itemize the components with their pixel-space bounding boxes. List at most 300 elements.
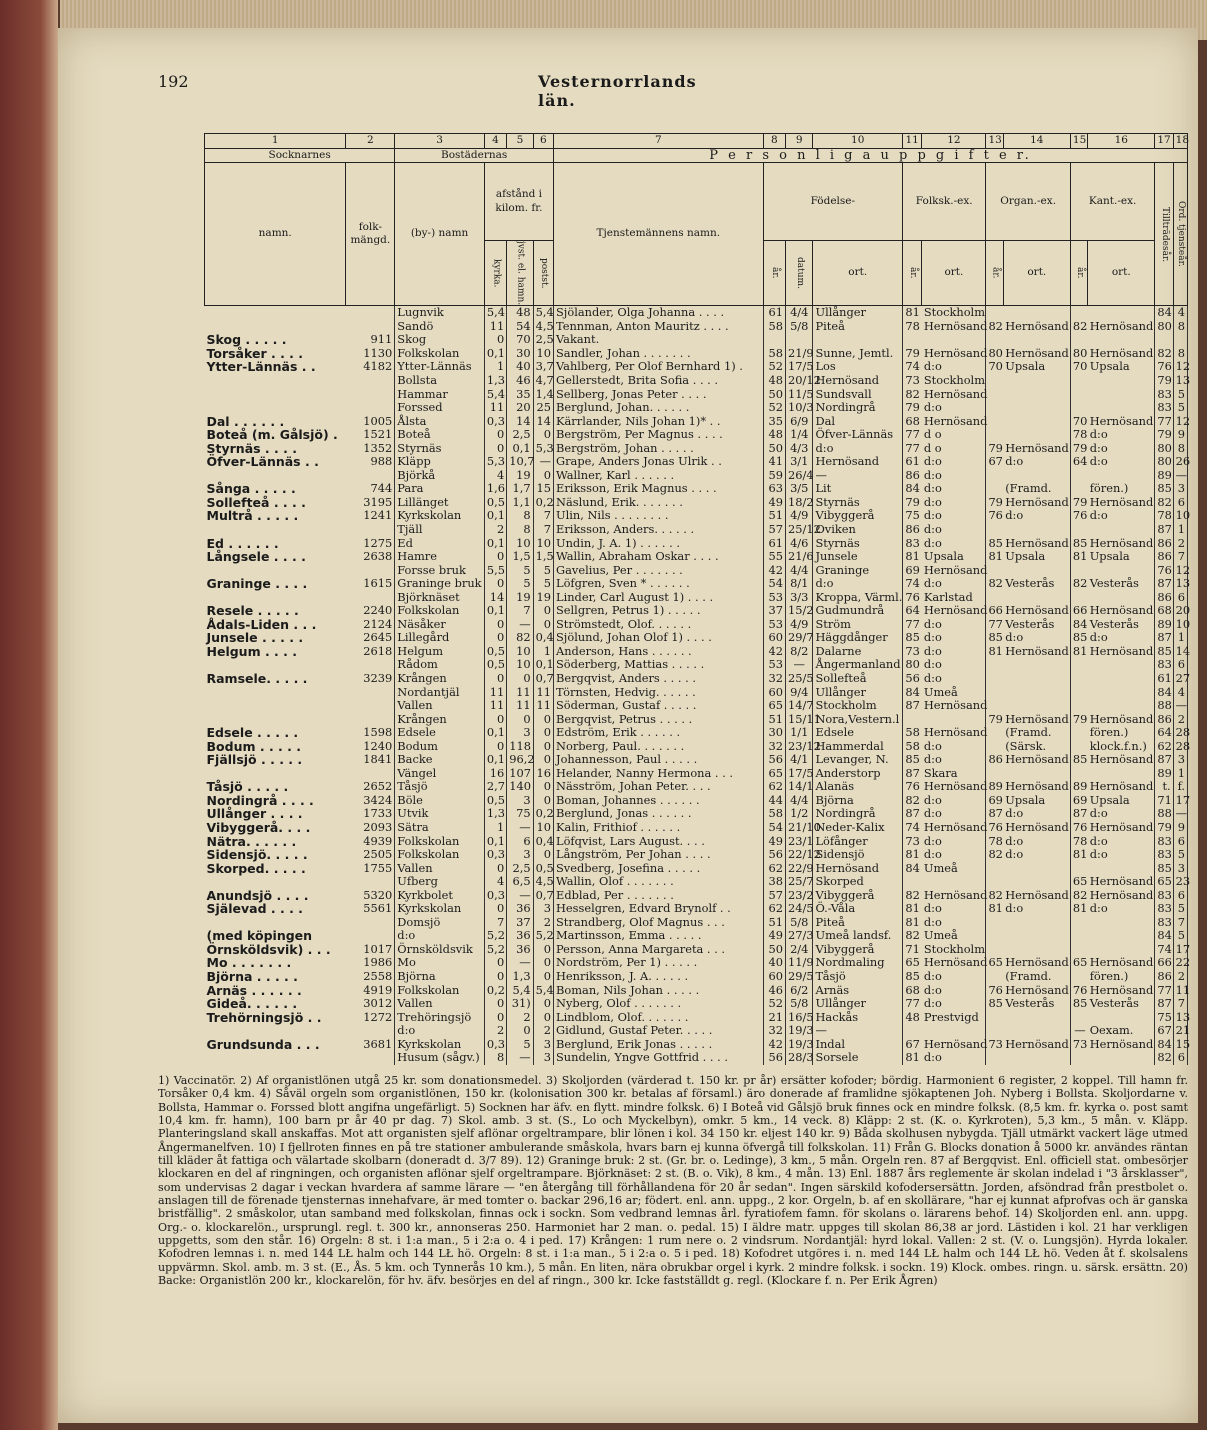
dist-church: 0,3	[484, 889, 506, 903]
birth-year: 57	[768, 887, 783, 902]
organ-place	[1003, 564, 1070, 578]
table-row	[205, 929, 1188, 943]
folksk-year: 84	[905, 860, 920, 875]
parish-name: Ullånger . . . .	[206, 806, 303, 822]
dist-church: 1,3	[484, 374, 506, 388]
dist-post: 0	[533, 780, 553, 794]
folksk-year: 79	[905, 345, 920, 360]
dwelling-name: Krången	[395, 713, 485, 727]
birth-place: Sollefteå	[813, 672, 903, 686]
dwelling-name: Folkskolan	[395, 984, 485, 998]
population	[346, 1024, 395, 1038]
dist-rail: 54	[507, 320, 533, 334]
folksk-year	[903, 333, 922, 347]
entry-year: 77	[1155, 984, 1173, 998]
dist-church: 0,2	[484, 984, 506, 998]
folksk-place: d:o	[922, 902, 986, 916]
official-name: Bergqvist, Petrus . . . . .	[554, 713, 764, 727]
dist-rail: 2,5	[507, 862, 533, 876]
entry-year: 83	[1155, 388, 1173, 402]
dist-post: 2	[533, 916, 553, 930]
organ-place	[1003, 374, 1070, 388]
dist-rail: 36	[507, 943, 533, 957]
birth-date: 17/5	[786, 767, 813, 781]
kant-place	[1088, 699, 1155, 713]
organ-place: Hernösand	[1005, 494, 1069, 509]
dist-post: 1,5	[533, 550, 553, 564]
dist-rail: 20	[507, 401, 533, 415]
birth-place: Sorsele	[813, 1051, 903, 1065]
organ-year	[986, 1024, 1003, 1038]
birth-year: 32	[768, 1023, 783, 1038]
birth-place: Löfånger	[813, 835, 903, 849]
folksk-year: 81	[905, 305, 920, 320]
birth-date: 22/12	[786, 848, 813, 862]
birth-place: Nordmaling	[813, 956, 903, 970]
kant-place: fören.)	[1088, 482, 1155, 496]
service-years: 28	[1173, 726, 1187, 740]
dist-church: 0,1	[484, 537, 506, 551]
entry-year: 79	[1155, 821, 1173, 835]
dist-rail: 31)	[507, 997, 533, 1011]
kant-place	[1088, 929, 1155, 943]
kant-place: Hernösand	[1089, 603, 1154, 618]
official-name: Berglund, Erik Jonas . . . . .	[554, 1038, 764, 1052]
folksk-place: Umeå	[922, 862, 986, 876]
dwelling-name: Husum (sågv.)	[395, 1051, 485, 1065]
official-name: Linder, Carl August 1) . . . .	[554, 591, 764, 605]
dist-church: 0	[484, 956, 506, 970]
population	[346, 1051, 395, 1065]
table-row	[205, 537, 1188, 551]
folksk-place: Stockholm	[923, 941, 986, 956]
dist-church: 0,1	[484, 604, 506, 618]
organ-place: Hernösand	[1005, 1036, 1069, 1051]
kant-year	[1070, 333, 1087, 347]
dist-post: 0	[533, 970, 553, 984]
table-row	[205, 658, 1188, 672]
folksk-year: 86	[905, 521, 920, 536]
official-name: Tennman, Anton Mauritz . . . .	[554, 320, 764, 334]
dist-post: 4,5	[533, 320, 553, 334]
dist-rail: 6,5	[507, 875, 533, 889]
birth-year: 52	[768, 400, 783, 415]
kant-place: Vesterås	[1088, 618, 1155, 632]
parish-name: Öfver-Lännäs . .	[206, 454, 319, 470]
folksk-year: 75	[905, 508, 920, 523]
organ-place: Hernösand	[1005, 535, 1069, 550]
kant-year	[1070, 374, 1087, 388]
organ-year	[986, 591, 1003, 605]
organ-ar-header: år.	[986, 241, 1003, 306]
population: 911	[346, 333, 395, 347]
organ-year	[986, 333, 1003, 347]
official-name: Näsström, Johan Peter. . . .	[554, 780, 764, 794]
column-number: 15	[1070, 134, 1087, 149]
table-row	[205, 645, 1188, 659]
kant-year: 85	[1072, 996, 1088, 1011]
birth-year: 49	[768, 833, 783, 848]
table-row	[205, 550, 1188, 564]
official-name: Boman, Nils Johan . . . . .	[554, 984, 764, 998]
folksk-place	[922, 333, 986, 347]
kant-place: d:o	[1088, 455, 1155, 469]
folksk-year: 87	[905, 806, 920, 821]
organ-year	[986, 740, 1003, 754]
birth-year: 52	[768, 996, 783, 1011]
dist-post: 3	[533, 1051, 553, 1065]
dist-rail: 5	[507, 1038, 533, 1052]
organ-year	[986, 699, 1003, 713]
entry-year: 67	[1155, 1024, 1173, 1038]
birth-year: 58	[768, 345, 783, 360]
entry-year: 86	[1155, 550, 1173, 564]
organ-place: Hernösand	[1005, 887, 1069, 902]
birth-year: 54	[768, 820, 783, 834]
dist-church: 11	[484, 686, 506, 700]
population: 1615	[346, 577, 395, 591]
kant-year: 79	[1072, 494, 1088, 509]
dist-post: 0,2	[533, 496, 553, 510]
organ-place	[1003, 672, 1070, 686]
footnote-text: 1) Vaccinatör. 2) Af organistlönen utgå 25 kr. som donationsmedel. 3) Skoljorden (värderad t. 150 kr. pr år) ersätter kofoder; bördig. Harmonient 6 register, 2 koppel. Till hamn fr. Torsåker 0,4 km. 4) Såväl orgeln som organistlönen, 150 kr. (kolonisation 300 kr. betalas af församl.) äro donerade af framlidne sjökaptenen Joh. Nyberg i Bollsta. Skoljordarne v. Bollsta, Hammar o. Forssed blott angifna ungefärligt. 5) Socknen har äfv. en flytt. mindre folksk. 6) I Boteå vid Gålsjö bruk finnes ock en mindre folksk. (8,5 km. fr. kyrka o. post samt 10,4 km. fr. hamn), 100 barn pr år 40 pr dag. 7) Skol. amb. 3 st. (S., Lo och Myckelbyn), omkr. 5 km., 14 veck. 8) Kläpp: 2 st. (K. o. Kyrkroten), 5,3 km., 5 mån. v. Kläpp. Planteringsland skall anskaffas. Mot att organisten sjelf aflönar orgeltrampare, blir lönen i kol. 34 150 kr. eljest 140 kr. 9) Båda skolhusen nybygda. Tjäll utmärkt vackert läge utmed Ångermanelfven. 10) I fjellroten finnes en på tre stationer ambulerande småskola, hvars barn ej kunna öfvergå till folkskolan. 11) Från G. Blocks donation å 5000 kr. användes räntan till kläder åt fattiga och välartade skolbarn (doneradt d. 3/7 89). 12) Graninge bruk: 2 st. (Gr. br. o. Ledinge), 3 km., 5 mån. Orgeln ren. 87 af Bergqvist. Enl. officiell stat. ombesörjer klockaren en del af ringningen, och organisten aflönar sjelf orgeltrampare. Björknäset: 2 st. (B. o. Vik), 8 km., 4 mån. 13) Enl. 1887 års reglemente är skolan indelad i "3 årsklasser", som undervisas 2 dagar i veckan hvardera af samme lärare — "en återgång till förhållandena för 20 år sedan". Ingen särskild kofodersersättn. Jorden, afsöndrad från prestbolet o. anslagen till de förenade tjensternas innehafvare, är med tomter o. backar 296,16 ar; födert. enl. ann. uppg., 2 kor. Orgeln, b. af en skollärare, "har ej kunnat afprofvas och är ganska bristfällig". 2 småskolor, utan samband med folkskolan, finnas ock i sockn. Som vedbrand lemnas årl. fyratiofem famn. för skolans o. lärarens behof. 14) Skoljorden enl. ann. uppg. Org.- o. klockarelön., ursprungl. regl. t. 300 kr., annonseras 250. Harmoniet har 2 man. o. pedal. 15) I äldre matr. uppges till skolan 86,38 ar jord. Lästiden i kol. 21 har verkligen uppgetts, som den står. 16) Orgeln: 8 st. i 1:a man., 5 i 2:a o. 4 i ped. 17) Krången: 1 rum nere o. 2 vindsrum. Nordantjäl: hyrd lokal. Vallen: 2 st. (V. o. Lungsjön). Hyrda lokaler. Kofodren lemnas i. n. med 144 LŁ halm och 144 LŁ hö. Orgeln: 8 st. i 1:a man., 5 i 2:a o. 5 i ped. 18) Kofodret utgöres i. n. med 144 LŁ halm och 144 LŁ hö. Veden åt f. skolsalens uppvärmn. Skol. amb. m. 3 st. (E., Ås. 5 km. och Tynnerås 10 km.), 5 mån. En liten, nära obrukbar orgel i kyrk. 2 mindre folksk. i sockn. 19) Klock. ombes. ringn. u. särsk. ersättn. 20) Backe: Organistlön 200 kr., klockarelön, för hv. äfv. besörjes en del af ringn., 300 kr. Icke fastställdt g. regl. (Klockare f. n. Per Erik Ågren)	[158, 1074, 1188, 1288]
kant-year: 76	[1072, 820, 1088, 834]
dist-post: 5,4	[533, 306, 553, 320]
kant-place: Hernösand	[1089, 887, 1154, 902]
dist-post: 0	[533, 726, 553, 740]
dist-rail: 19	[507, 469, 533, 483]
organ-place	[1003, 658, 1070, 672]
service-years: 7	[1173, 550, 1187, 564]
dwelling-name: Björna	[395, 970, 485, 984]
organ-place	[1003, 523, 1070, 537]
birth-year: 32	[768, 670, 783, 685]
table-row	[205, 902, 1188, 916]
table-row	[205, 1051, 1188, 1065]
table-row	[205, 618, 1188, 632]
kant-year: 73	[1072, 1036, 1088, 1051]
birth-date: 5/8	[786, 997, 813, 1011]
column-number: 7	[554, 134, 764, 149]
kant-year: 85	[1072, 630, 1088, 645]
dist-rail: 35	[507, 388, 533, 402]
entry-year: 86	[1155, 591, 1173, 605]
organ-year: 65	[988, 955, 1003, 970]
population: 5320	[346, 889, 395, 903]
folksk-year: 82	[905, 792, 920, 807]
dist-post: 0	[533, 997, 553, 1011]
kant-place: fören.)	[1088, 726, 1155, 740]
population	[346, 686, 395, 700]
birth-place: Ullånger	[813, 306, 903, 320]
dist-rail: 5	[507, 577, 533, 591]
dist-rail: 75	[507, 807, 533, 821]
kant-year: 76	[1072, 982, 1088, 997]
dist-church: 16	[484, 767, 506, 781]
kant-place: Hernösand	[1089, 711, 1154, 726]
organ-year	[986, 686, 1003, 700]
birth-year: 56	[768, 847, 783, 862]
birth-place: Neder-Kalix	[813, 821, 903, 835]
parish-name: Långsele . . . .	[206, 549, 306, 565]
folksk-place: d:o	[922, 794, 986, 808]
birth-year: 61	[768, 535, 783, 550]
organ-place: Vesterås	[1003, 618, 1070, 632]
folksk-place: d:o	[922, 469, 986, 483]
column-number: 16	[1088, 134, 1155, 149]
entry-year: 87	[1155, 631, 1173, 645]
kant-place: Hernösand	[1089, 955, 1154, 970]
birth-date: 3/5	[786, 482, 813, 496]
birth-place: Hernösand	[813, 862, 903, 876]
dist-church: 0	[484, 672, 506, 686]
folksk-place: Hernösand	[923, 1036, 988, 1051]
folksk-place: Umeå	[922, 686, 986, 700]
dwelling-name: Lillegård	[395, 631, 485, 645]
birth-place: Arnäs	[813, 984, 903, 998]
organ-year: 85	[988, 996, 1003, 1011]
folksk-year: 79	[905, 400, 920, 415]
folksk-place: d:o	[922, 753, 986, 767]
table-row	[205, 970, 1188, 984]
organ-place: Upsala	[1003, 550, 1070, 564]
folksk-place: Hernösand	[923, 779, 988, 794]
organ-place: Upsala	[1003, 794, 1070, 808]
dwelling-name: Kyrkskolan	[395, 1038, 485, 1052]
dwelling-name: Utvik	[395, 807, 485, 821]
service-years: 28	[1173, 740, 1187, 754]
dist-rail: 14	[507, 415, 533, 429]
organ-place	[1003, 401, 1070, 415]
organ-year: 76	[988, 820, 1003, 834]
official-name: Nordström, Per 1) . . . . .	[554, 956, 764, 970]
kant-place: Hernösand	[1089, 752, 1154, 767]
birth-date: 24/5	[786, 902, 813, 916]
entry-year: 64	[1155, 726, 1173, 740]
birth-date: 14/1	[786, 780, 813, 794]
official-name: Johannesson, Paul . . . . .	[554, 753, 764, 767]
folksk-place	[922, 875, 986, 889]
organ-place	[1003, 388, 1070, 402]
dist-church: 11	[484, 320, 506, 334]
birth-year: 57	[768, 521, 783, 536]
dist-church: 2	[484, 1024, 506, 1038]
population: 1521	[346, 428, 395, 442]
dist-church: 0,3	[484, 1038, 506, 1052]
kant-place: klock.f.n.)	[1088, 740, 1155, 754]
service-years: 12	[1173, 415, 1187, 429]
folksk-year: 86	[905, 467, 920, 482]
table-row	[205, 984, 1188, 998]
folksk-year: 67	[905, 1036, 920, 1051]
service-years: 2	[1173, 713, 1187, 727]
dwelling-name: Forsse bruk	[395, 564, 485, 578]
kant-place: fören.)	[1088, 970, 1155, 984]
organ-year	[986, 916, 1003, 930]
organ-place	[1003, 875, 1070, 889]
birth-date: 4/3	[786, 442, 813, 456]
birth-place: Vibyggerå	[813, 943, 903, 957]
kant-ort-header: ort.	[1088, 241, 1155, 306]
organ-place	[1003, 862, 1070, 876]
service-years: 5	[1173, 848, 1187, 862]
kant-year: 70	[1072, 413, 1088, 428]
fodelse-ort-header: ort.	[813, 241, 903, 306]
folksk-year: 58	[905, 725, 920, 740]
organ-year	[986, 415, 1003, 429]
dist-rail: 10,7	[507, 455, 533, 469]
dist-post: 0	[533, 618, 553, 632]
dist-rail: 10	[507, 658, 533, 672]
official-name: Kalin, Frithiof . . . . . .	[554, 821, 764, 835]
population	[346, 469, 395, 483]
folksk-place: Hernösand	[923, 955, 988, 970]
birth-place: Kroppa, Värml.	[813, 591, 903, 605]
dist-rail: 96,2	[507, 753, 533, 767]
service-years: 17	[1173, 794, 1187, 808]
kant-year: —	[1074, 1023, 1086, 1038]
table-row	[205, 509, 1188, 523]
birth-year: 53	[768, 657, 783, 672]
folksk-place: d:o	[922, 807, 986, 821]
column-number: 13	[986, 134, 1003, 149]
service-years: 27	[1173, 672, 1187, 686]
population	[346, 767, 395, 781]
dist-rail: 46	[507, 374, 533, 388]
parish-name	[205, 767, 346, 781]
organ-place: d:o	[1003, 848, 1070, 862]
dwelling-name: Tjäll	[395, 523, 485, 537]
entry-year: 78	[1155, 509, 1173, 523]
organ-year: 76	[988, 982, 1003, 997]
official-name: Sundelin, Yngve Gottfrid . . . .	[554, 1051, 764, 1065]
birth-year: 62	[768, 779, 783, 794]
organ-year: 77	[988, 616, 1003, 631]
dwelling-name: Domsjö	[395, 916, 485, 930]
birth-year: 65	[768, 698, 783, 713]
official-name: Eriksson, Erik Magnus . . . .	[554, 482, 764, 496]
table-row	[205, 347, 1188, 361]
dwelling-name: Folkskolan	[395, 604, 485, 618]
dist-post: 0,7	[533, 672, 553, 686]
folksk-place	[922, 713, 986, 727]
kant-place: Vesterås	[1088, 577, 1155, 591]
dist-rail: 7	[507, 604, 533, 618]
birth-date: 18/2	[786, 496, 813, 510]
kant-place	[1088, 401, 1155, 415]
folksk-year: 77	[905, 996, 920, 1011]
dwelling-name: Helgum	[395, 645, 485, 659]
table-row	[205, 469, 1188, 483]
organ-place: Hernösand	[1005, 318, 1069, 333]
population: 2505	[346, 848, 395, 862]
dist-church: 5,2	[484, 929, 506, 943]
kant-year	[1070, 1011, 1087, 1025]
column-number: 14	[1003, 134, 1070, 149]
service-years: 5	[1173, 401, 1187, 415]
birth-place: Ullånger	[813, 997, 903, 1011]
population: 1272	[346, 1011, 395, 1025]
dist-rail: 36	[507, 929, 533, 943]
organ-year: 85	[988, 630, 1003, 645]
folksk-year: 73	[905, 833, 920, 848]
birth-year: 60	[768, 969, 783, 984]
organ-year	[986, 943, 1003, 957]
column-number: 5	[507, 134, 533, 149]
birth-date: 4/4	[786, 794, 813, 808]
birth-year: 56	[768, 752, 783, 767]
service-years: 6	[1173, 835, 1187, 849]
dist-church: 11	[484, 401, 506, 415]
birth-date: 4/6	[786, 537, 813, 551]
birth-date: 19/3	[786, 1038, 813, 1052]
service-years: 13	[1173, 1011, 1187, 1025]
birth-place: Stockholm	[813, 699, 903, 713]
column-number: 8	[763, 134, 785, 149]
organ-place	[1003, 415, 1070, 429]
service-years: —	[1173, 699, 1187, 713]
birth-place: Alanäs	[813, 780, 903, 794]
birth-place: Styrnäs	[813, 496, 903, 510]
postst-header: postst.	[533, 241, 553, 306]
dist-post: 4,5	[533, 875, 553, 889]
table-row	[205, 577, 1188, 591]
tilltradesar-header: Tillträdesår.	[1155, 163, 1173, 306]
kant-year	[1070, 862, 1087, 876]
birth-date: 16/5	[786, 1011, 813, 1025]
official-name: Sellberg, Jonas Peter . . . .	[554, 388, 764, 402]
official-name: Löfgren, Sven * . . . . . .	[554, 577, 764, 591]
organ-place	[1003, 428, 1070, 442]
parish-name: Dal . . . . . .	[206, 413, 285, 429]
birth-date: 25/5	[786, 672, 813, 686]
birth-date: 29/7	[786, 631, 813, 645]
folksk-year: 68	[905, 982, 920, 997]
parish-name: Sollefteå . . . .	[206, 494, 306, 510]
entry-year: 89	[1155, 618, 1173, 632]
dist-church: 0	[484, 862, 506, 876]
dist-rail: —	[507, 618, 533, 632]
organ-year	[986, 428, 1003, 442]
kant-year: 82	[1072, 887, 1088, 902]
birth-place: Edsele	[813, 726, 903, 740]
organ-place	[1003, 916, 1070, 930]
kant-year: 81	[1072, 549, 1088, 564]
kyrka-header: kyrka.	[484, 241, 506, 306]
service-years: 6	[1173, 658, 1187, 672]
folksk-place: d:o	[922, 916, 986, 930]
birth-place: Hammerdal	[813, 740, 903, 754]
table-row	[205, 997, 1188, 1011]
birth-year: 35	[768, 413, 783, 428]
column-number: 9	[786, 134, 813, 149]
folksk-place: d:o	[922, 455, 986, 469]
birth-place: Nordingrå	[813, 401, 903, 415]
parish-name: Själevad . . . .	[206, 901, 303, 917]
official-name: Edblad, Per . . . . . . .	[554, 889, 764, 903]
kant-place: Hernösand	[1089, 820, 1154, 834]
table-row	[205, 672, 1188, 686]
birth-year: 40	[768, 955, 783, 970]
folksk-year: 85	[905, 752, 920, 767]
footnotes	[158, 1074, 1188, 1288]
folksk-year: 58	[905, 738, 920, 753]
dwelling-name: Folkskolan	[395, 848, 485, 862]
official-name: Anderson, Hans . . . . . .	[554, 645, 764, 659]
organ-place: Hernösand	[1005, 603, 1069, 618]
birth-date: 17/5	[786, 360, 813, 374]
birth-year: 32	[768, 738, 783, 753]
